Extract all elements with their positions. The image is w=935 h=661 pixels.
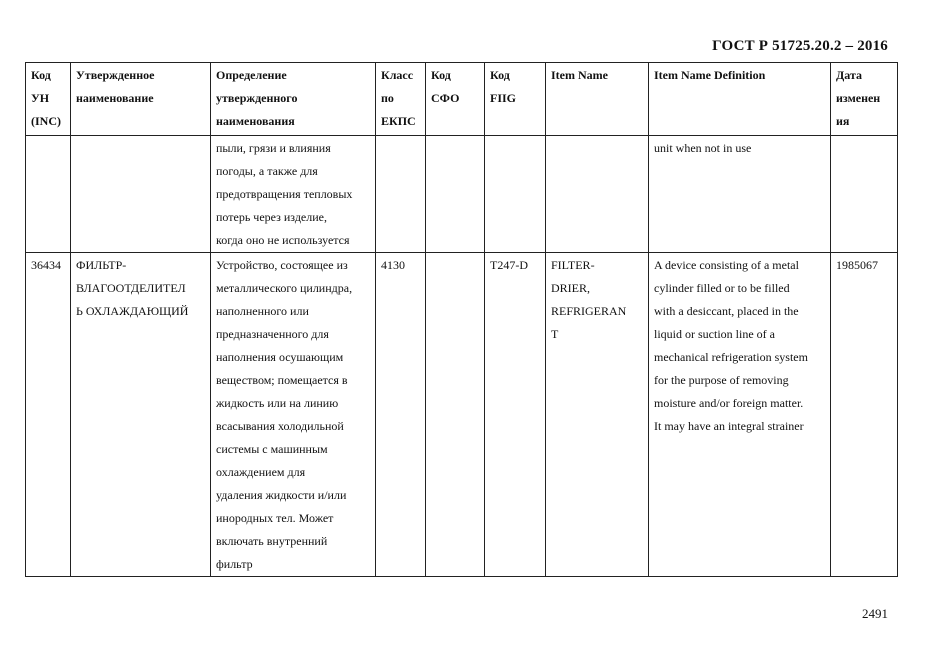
text-line: включать внутренний <box>216 534 328 548</box>
text-line: всасывания холодильной <box>216 419 344 433</box>
text-line: 1985067 <box>836 258 878 272</box>
text-line: ФИЛЬТР- <box>76 258 127 272</box>
document-title: ГОСТ Р 51725.20.2 – 2016 <box>712 38 888 54</box>
text-line: Определение <box>216 68 287 82</box>
text-line: Класс <box>381 68 414 82</box>
cell-inc <box>26 136 71 253</box>
text-line: ВЛАГООТДЕЛИТЕЛ <box>76 281 186 295</box>
text-line: REFRIGERAN <box>551 304 627 318</box>
text-line: 4130 <box>381 258 405 272</box>
text-line: Код <box>431 68 451 82</box>
cell-definition <box>211 253 376 577</box>
header-change-date <box>831 63 898 136</box>
cell-approved-name <box>71 253 211 577</box>
text-line: 36434 <box>31 258 61 272</box>
text-line: системы с машинным <box>216 442 328 456</box>
text-line: (INC) <box>31 114 61 128</box>
cell-item-name-definition <box>649 136 831 253</box>
cell-item-name-definition <box>649 253 831 577</box>
header-inc <box>26 63 71 136</box>
text-line: Дата <box>836 68 862 82</box>
text-line: пыли, грязи и влияния <box>216 141 331 155</box>
cell-fiig-code <box>485 253 546 577</box>
cell-inc <box>26 253 71 577</box>
text-line: металлического цилиндра, <box>216 281 353 295</box>
text-line: Код <box>490 68 510 82</box>
text-line: T <box>551 327 559 341</box>
table-row <box>26 253 898 577</box>
text-line: жидкость или на линию <box>216 396 339 410</box>
text-line: It may have an integral strainer <box>654 419 804 433</box>
text-line: погоды, а также для <box>216 164 318 178</box>
cell-sfo-code <box>426 136 485 253</box>
cell-ekps-class <box>376 136 426 253</box>
text-line: FIIG <box>490 91 517 105</box>
text-line: потерь через изделие, <box>216 210 327 224</box>
text-line: наименование <box>76 91 154 105</box>
text-line: по <box>381 91 394 105</box>
classification-table <box>25 62 898 577</box>
text-line: T247-D <box>490 258 528 272</box>
cell-change-date <box>831 136 898 253</box>
text-line: наименования <box>216 114 295 128</box>
text-line: unit when not in use <box>654 141 752 155</box>
text-line: FILTER- <box>551 258 595 272</box>
table-row <box>26 136 898 253</box>
text-line: предотвращения тепловых <box>216 187 353 201</box>
table-header-row <box>26 63 898 136</box>
text-line: удаления жидкости и/или <box>216 488 347 502</box>
cell-ekps-class <box>376 253 426 577</box>
text-line: mechanical refrigeration system <box>654 350 808 364</box>
text-line: веществом; помещается в <box>216 373 348 387</box>
text-line: with a desiccant, placed in the <box>654 304 799 318</box>
text-line: охлаждением для <box>216 465 306 479</box>
text-line: когда оно не используется <box>216 233 350 247</box>
text-line: Утвержденное <box>76 68 155 82</box>
text-line: Устройство, состоящее из <box>216 258 348 272</box>
text-line: ЕКПС <box>381 114 416 128</box>
text-line: предназначенного для <box>216 327 329 341</box>
cell-item-name <box>546 136 649 253</box>
header-item-name <box>546 63 649 136</box>
cell-item-name <box>546 253 649 577</box>
text-line: наполнения осушающим <box>216 350 344 364</box>
text-line: Item Name <box>551 68 608 82</box>
text-line: Ь ОХЛАЖДАЮЩИЙ <box>76 304 189 318</box>
cell-sfo-code <box>426 253 485 577</box>
text-line: наполненного или <box>216 304 309 318</box>
header-ekps-class <box>376 63 426 136</box>
text-line: инородных тел. Может <box>216 511 334 525</box>
header-approved-name <box>71 63 211 136</box>
text-line: Код <box>31 68 51 82</box>
header-sfo-code <box>426 63 485 136</box>
cell-change-date <box>831 253 898 577</box>
text-line: СФО <box>431 91 460 105</box>
cell-fiig-code <box>485 136 546 253</box>
text-line: liquid or suction line of a <box>654 327 775 341</box>
text-line: фильтр <box>216 557 253 571</box>
header-item-name-definition <box>649 63 831 136</box>
text-line: moisture and/or foreign matter. <box>654 396 804 410</box>
text-line: ия <box>836 114 850 128</box>
cell-approved-name <box>71 136 211 253</box>
text-line: DRIER, <box>551 281 590 295</box>
header-definition <box>211 63 376 136</box>
text-line: for the purpose of removing <box>654 373 789 387</box>
text-line: A device consisting of a metal <box>654 258 799 272</box>
text-line: cylinder filled or to be filled <box>654 281 790 295</box>
text-line: Item Name Definition <box>654 68 766 82</box>
page-number: 2491 <box>862 606 888 621</box>
header-fiig-code <box>485 63 546 136</box>
text-line: утвержденного <box>216 91 298 105</box>
text-line: изменен <box>836 91 881 105</box>
text-line: УН <box>31 91 50 105</box>
cell-definition <box>211 136 376 253</box>
